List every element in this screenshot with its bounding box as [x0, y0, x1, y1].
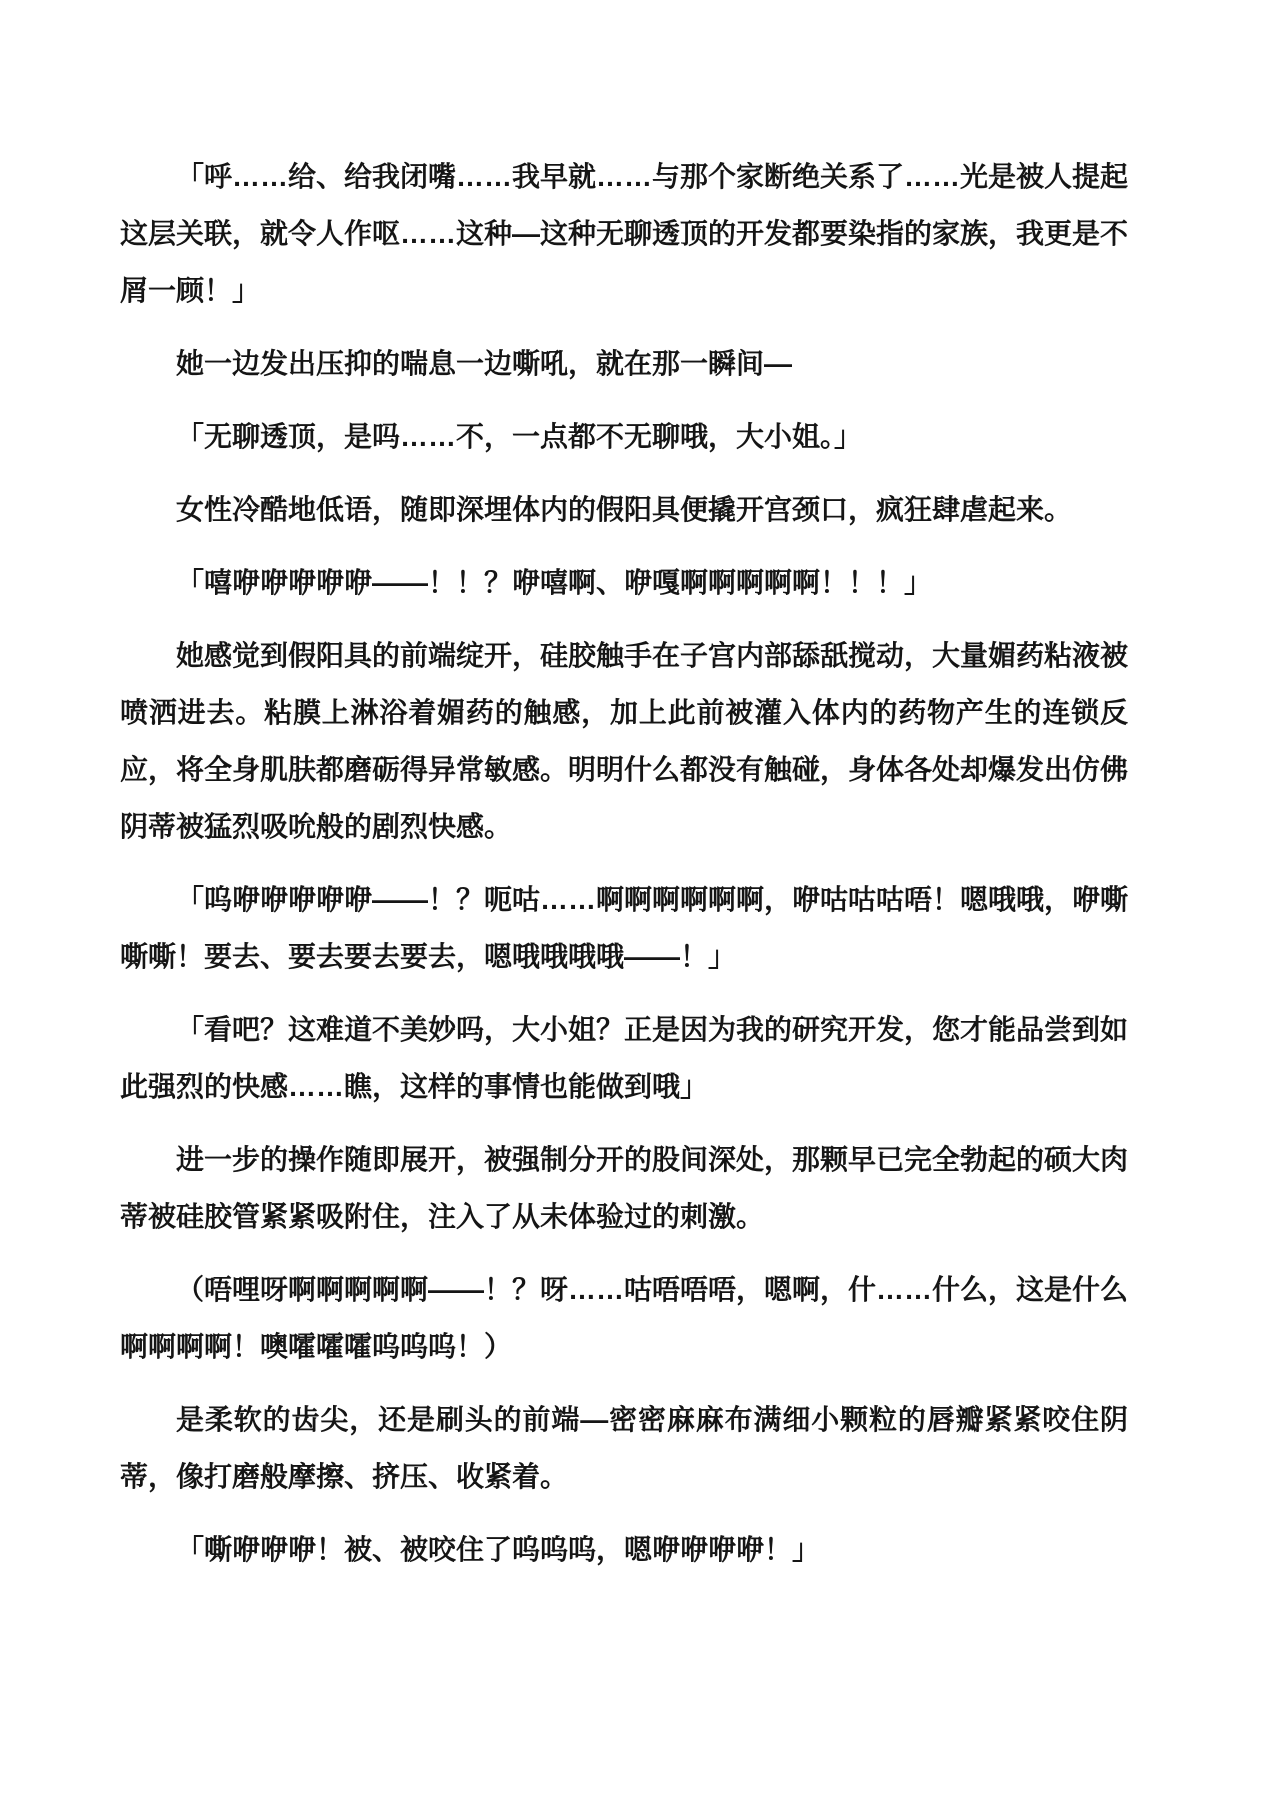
paragraph: 「看吧？这难道不美妙吗，大小姐？正是因为我的研究开发，您才能品尝到如此强烈的快感……瞧，这样的事情也能做到哦」 [120, 1014, 1129, 1102]
paragraph: （唔哩呀啊啊啊啊啊——！？呀……咕唔唔唔，嗯啊，什……什么，这是什么啊啊啊啊！噢嚯嚯嚯呜呜呜！） [120, 1274, 1129, 1362]
paragraph: 「嘻咿咿咿咿咿——！！？咿嘻啊、咿嘎啊啊啊啊啊！！！」 [176, 567, 933, 598]
paragraph: 「无聊透顶，是吗……不，一点都不无聊哦，大小姐。」 [176, 421, 863, 452]
paragraph: 她一边发出压抑的喘息一边嘶吼，就在那一瞬间— [176, 348, 793, 379]
paragraph: 她感觉到假阳具的前端绽开，硅胶触手在子宫内部舔舐搅动，大量媚药粘液被喷洒进去。粘膜上淋浴着媚药的触感，加上此前被灌入体内的药物产生的连锁反应，将全身肌肤都磨砺得异常敏感。明明什么都没有触碰，身体各处却爆发出仿佛阴蒂被猛烈吸吮般的剧烈快感。 [120, 640, 1129, 842]
paragraph: 女性冷酷地低语，随即深埋体内的假阳具便撬开宫颈口，疯狂肆虐起来。 [176, 494, 1073, 525]
paragraph: 「嘶咿咿咿！被、被咬住了呜呜呜，嗯咿咿咿咿！」 [176, 1534, 821, 1565]
paragraph: 进一步的操作随即展开，被强制分开的股间深处，那颗早已完全勃起的硕大肉蒂被硅胶管紧紧吸附住，注入了从未体验过的刺激。 [120, 1144, 1129, 1232]
paragraph: 是柔软的齿尖，还是刷头的前端—密密麻麻布满细小颗粒的唇瓣紧紧咬住阴蒂，像打磨般摩擦、挤压、收紧着。 [120, 1404, 1128, 1492]
paragraph: 「呼……给、给我闭嘴……我早就……与那个家断绝关系了……光是被人提起这层关联，就令人作呕……这种—这种无聊透顶的开发都要染指的家族，我更是不屑一顾！」 [120, 161, 1129, 306]
paragraph: 「呜咿咿咿咿咿——！？呃咕……啊啊啊啊啊啊，咿咕咕咕唔！嗯哦哦，咿嘶嘶嘶！要去、要去要去要去，嗯哦哦哦哦——！」 [120, 884, 1129, 972]
text-content [120, 148, 1128, 1578]
